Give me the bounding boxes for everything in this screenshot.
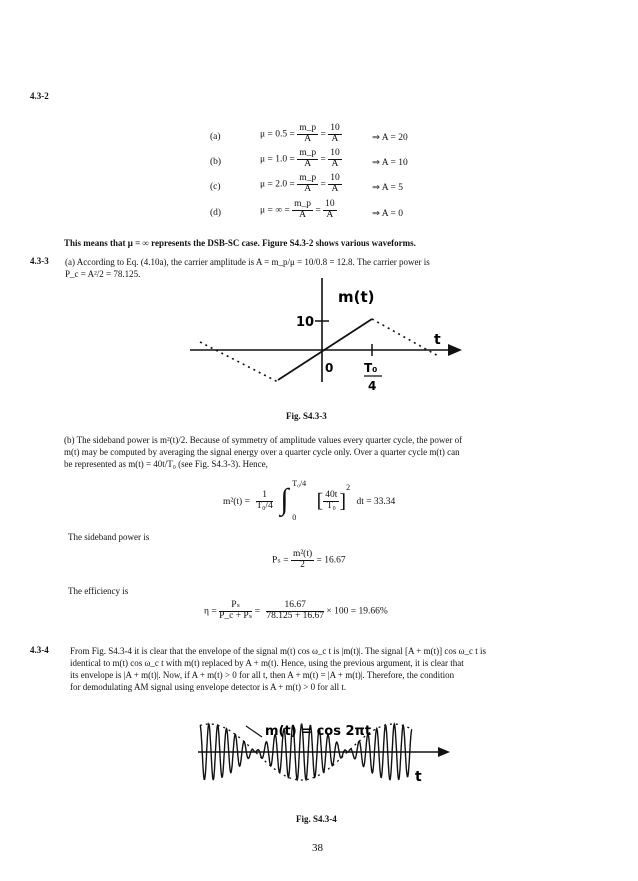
- ps-num: m²(t): [292, 549, 313, 559]
- row-result: ⇒ A = 5: [372, 183, 404, 193]
- eta-f1-den: P_c + Pₛ: [219, 610, 253, 621]
- para-4-3-4-line-3: its envelope is |A + m(t)|. Now, if A + m(t) > 0 for all t, then A + m(t) = |A + m(t)|. Therefore, the condition: [70, 670, 455, 680]
- frac-num: 10: [325, 199, 335, 209]
- eta-f2-num: 16.67: [266, 601, 324, 612]
- frac-den: A: [326, 209, 334, 220]
- integral-sign: [278, 478, 307, 522]
- problem-label-4-3-3: 4.3-3: [30, 256, 49, 266]
- para-4-3-4-line-4: for demodulating AM signal using envelope detector is A + m(t) > 0 for all t.: [70, 682, 347, 692]
- page-number: 38: [312, 842, 323, 854]
- eta-lhs: η =: [204, 606, 217, 617]
- frac-num: 10: [330, 123, 340, 133]
- part-a-line-1: (a) According to Eq. (4.10a), the carrier amplitude is A = m_p/μ = 10/0.8 = 12.8. The carrier power is: [65, 257, 430, 267]
- left-bracket-icon: [: [316, 490, 324, 513]
- ylabel-mt: m(t): [338, 288, 375, 306]
- row-tag: (c): [210, 182, 221, 192]
- x-tick-label-num: T₀: [364, 361, 378, 375]
- sideband-power-label: The sideband power is: [68, 532, 150, 542]
- frac-num: m_p: [299, 123, 317, 133]
- frac-den: A: [304, 158, 312, 169]
- eta-f2-den: 78.125 + 16.67: [266, 610, 324, 621]
- integral-lower: 0: [292, 512, 297, 522]
- waveform-dashed-right: [372, 319, 440, 357]
- row-tag: (b): [210, 157, 222, 167]
- coef-num: 1: [256, 491, 273, 502]
- equals-sign: =: [320, 154, 326, 165]
- part-a-line-2: P_c = A²/2 = 78.125.: [65, 269, 141, 279]
- conclusion-text: This means that μ = ∞ represents the DSB-SC case. Figure S4.3-2 shows various waveforms.: [64, 238, 416, 248]
- integral-tail: dt = 33.34: [356, 497, 396, 507]
- integrand-power: 2: [346, 483, 351, 492]
- equals-sign: =: [320, 129, 326, 140]
- ps-rhs: = 16.67: [316, 555, 346, 566]
- xlabel-t: t: [434, 332, 441, 348]
- am-xlabel-t: t: [415, 769, 422, 785]
- frac-den: A: [299, 209, 306, 220]
- eta-rhs: × 100 = 19.66%: [326, 606, 388, 617]
- right-bracket-icon: ]: [339, 490, 347, 513]
- para-4-3-4-line-2: identical to m(t) cos ω_c t with m(t) replaced by A + m(t). Hence, using the previous argument, it is clear that: [70, 658, 464, 668]
- coef-den: T₀/4: [256, 501, 273, 512]
- origin-label: 0: [325, 361, 334, 375]
- para-4-3-4-line-1: From Fig. S4.3-4 it is clear that the envelope of the signal m(t) cos ω_c t is |m(t)|. The signal [A + m(t)] cos ω_c t is: [70, 646, 487, 656]
- mu-lhs: μ = ∞ =: [260, 205, 290, 216]
- frac-num: 10: [330, 148, 340, 158]
- frac-num: m_p: [299, 173, 317, 183]
- problem-label-4-3-2: 4.3-2: [30, 91, 49, 101]
- part-b-line-2: m(t) may be computed by averaging the signal energy over a quarter cycle only. Over a quarter cycle m(t) can: [64, 447, 460, 457]
- figure-caption-s4-3-4: Fig. S4.3-4: [296, 814, 337, 824]
- row-tag: (a): [210, 132, 221, 142]
- row-result: ⇒ A = 20: [372, 133, 408, 143]
- frac-num: m_p: [294, 199, 311, 209]
- integral-lhs: m²(t) =: [223, 497, 250, 507]
- integral-icon: ∫: [280, 482, 289, 516]
- row-result: ⇒ A = 0: [372, 209, 404, 219]
- frac-den: A: [304, 183, 312, 194]
- mu-lhs: μ = 0.5 =: [260, 129, 295, 140]
- efficiency-equation: [204, 601, 388, 622]
- row-tag: (d): [210, 208, 222, 218]
- frac-num: m_p: [299, 148, 317, 158]
- x-tick-label-den: 4: [368, 379, 377, 393]
- frac-den: A: [331, 158, 339, 169]
- y-tick-label: 10: [296, 315, 315, 330]
- figure-caption-s4-3-3: Fig. S4.3-3: [286, 411, 327, 421]
- frac-den: A: [331, 183, 339, 194]
- ps-lhs: Pₛ =: [272, 555, 289, 566]
- equals-sign: =: [315, 205, 321, 216]
- frac-num: 10: [330, 173, 340, 183]
- integral-equation: [223, 478, 396, 522]
- x-axis-arrow-icon: [448, 344, 462, 356]
- integrand-den: T₀: [326, 501, 336, 512]
- integrand-num: 40t: [325, 490, 338, 501]
- mu-lhs: μ = 1.0 =: [260, 154, 295, 165]
- am-x-axis-arrow-icon: [438, 747, 450, 757]
- am-waveform-figure: [198, 724, 450, 785]
- eta-eq: =: [254, 606, 260, 617]
- efficiency-label: The efficiency is: [68, 586, 129, 596]
- part-b-line-1: (b) The sideband power is m²(t)/2. Because of symmetry of amplitude values every quarter cycle, the power of: [64, 435, 463, 445]
- sideband-power-equation: [272, 550, 346, 571]
- part-b-line-3: be represented as m(t) = 40t/T₀ (see Fig. S4.3-3). Hence,: [64, 459, 268, 469]
- eta-f1-num: Pₛ: [219, 601, 252, 612]
- equals-sign: =: [320, 179, 326, 190]
- waveform-dashed-left: [200, 342, 278, 382]
- ps-den: 2: [300, 559, 305, 570]
- frac-den: A: [304, 133, 312, 144]
- row-result: ⇒ A = 10: [372, 158, 408, 168]
- integral-upper: T₀/4: [292, 478, 307, 488]
- frac-den: A: [331, 133, 339, 144]
- mu-lhs: μ = 2.0 =: [260, 179, 295, 190]
- annotation-leader-line: [246, 726, 262, 737]
- am-annotation: m(t) = cos 2πt: [265, 724, 372, 739]
- problem-label-4-3-4: 4.3-4: [30, 645, 49, 655]
